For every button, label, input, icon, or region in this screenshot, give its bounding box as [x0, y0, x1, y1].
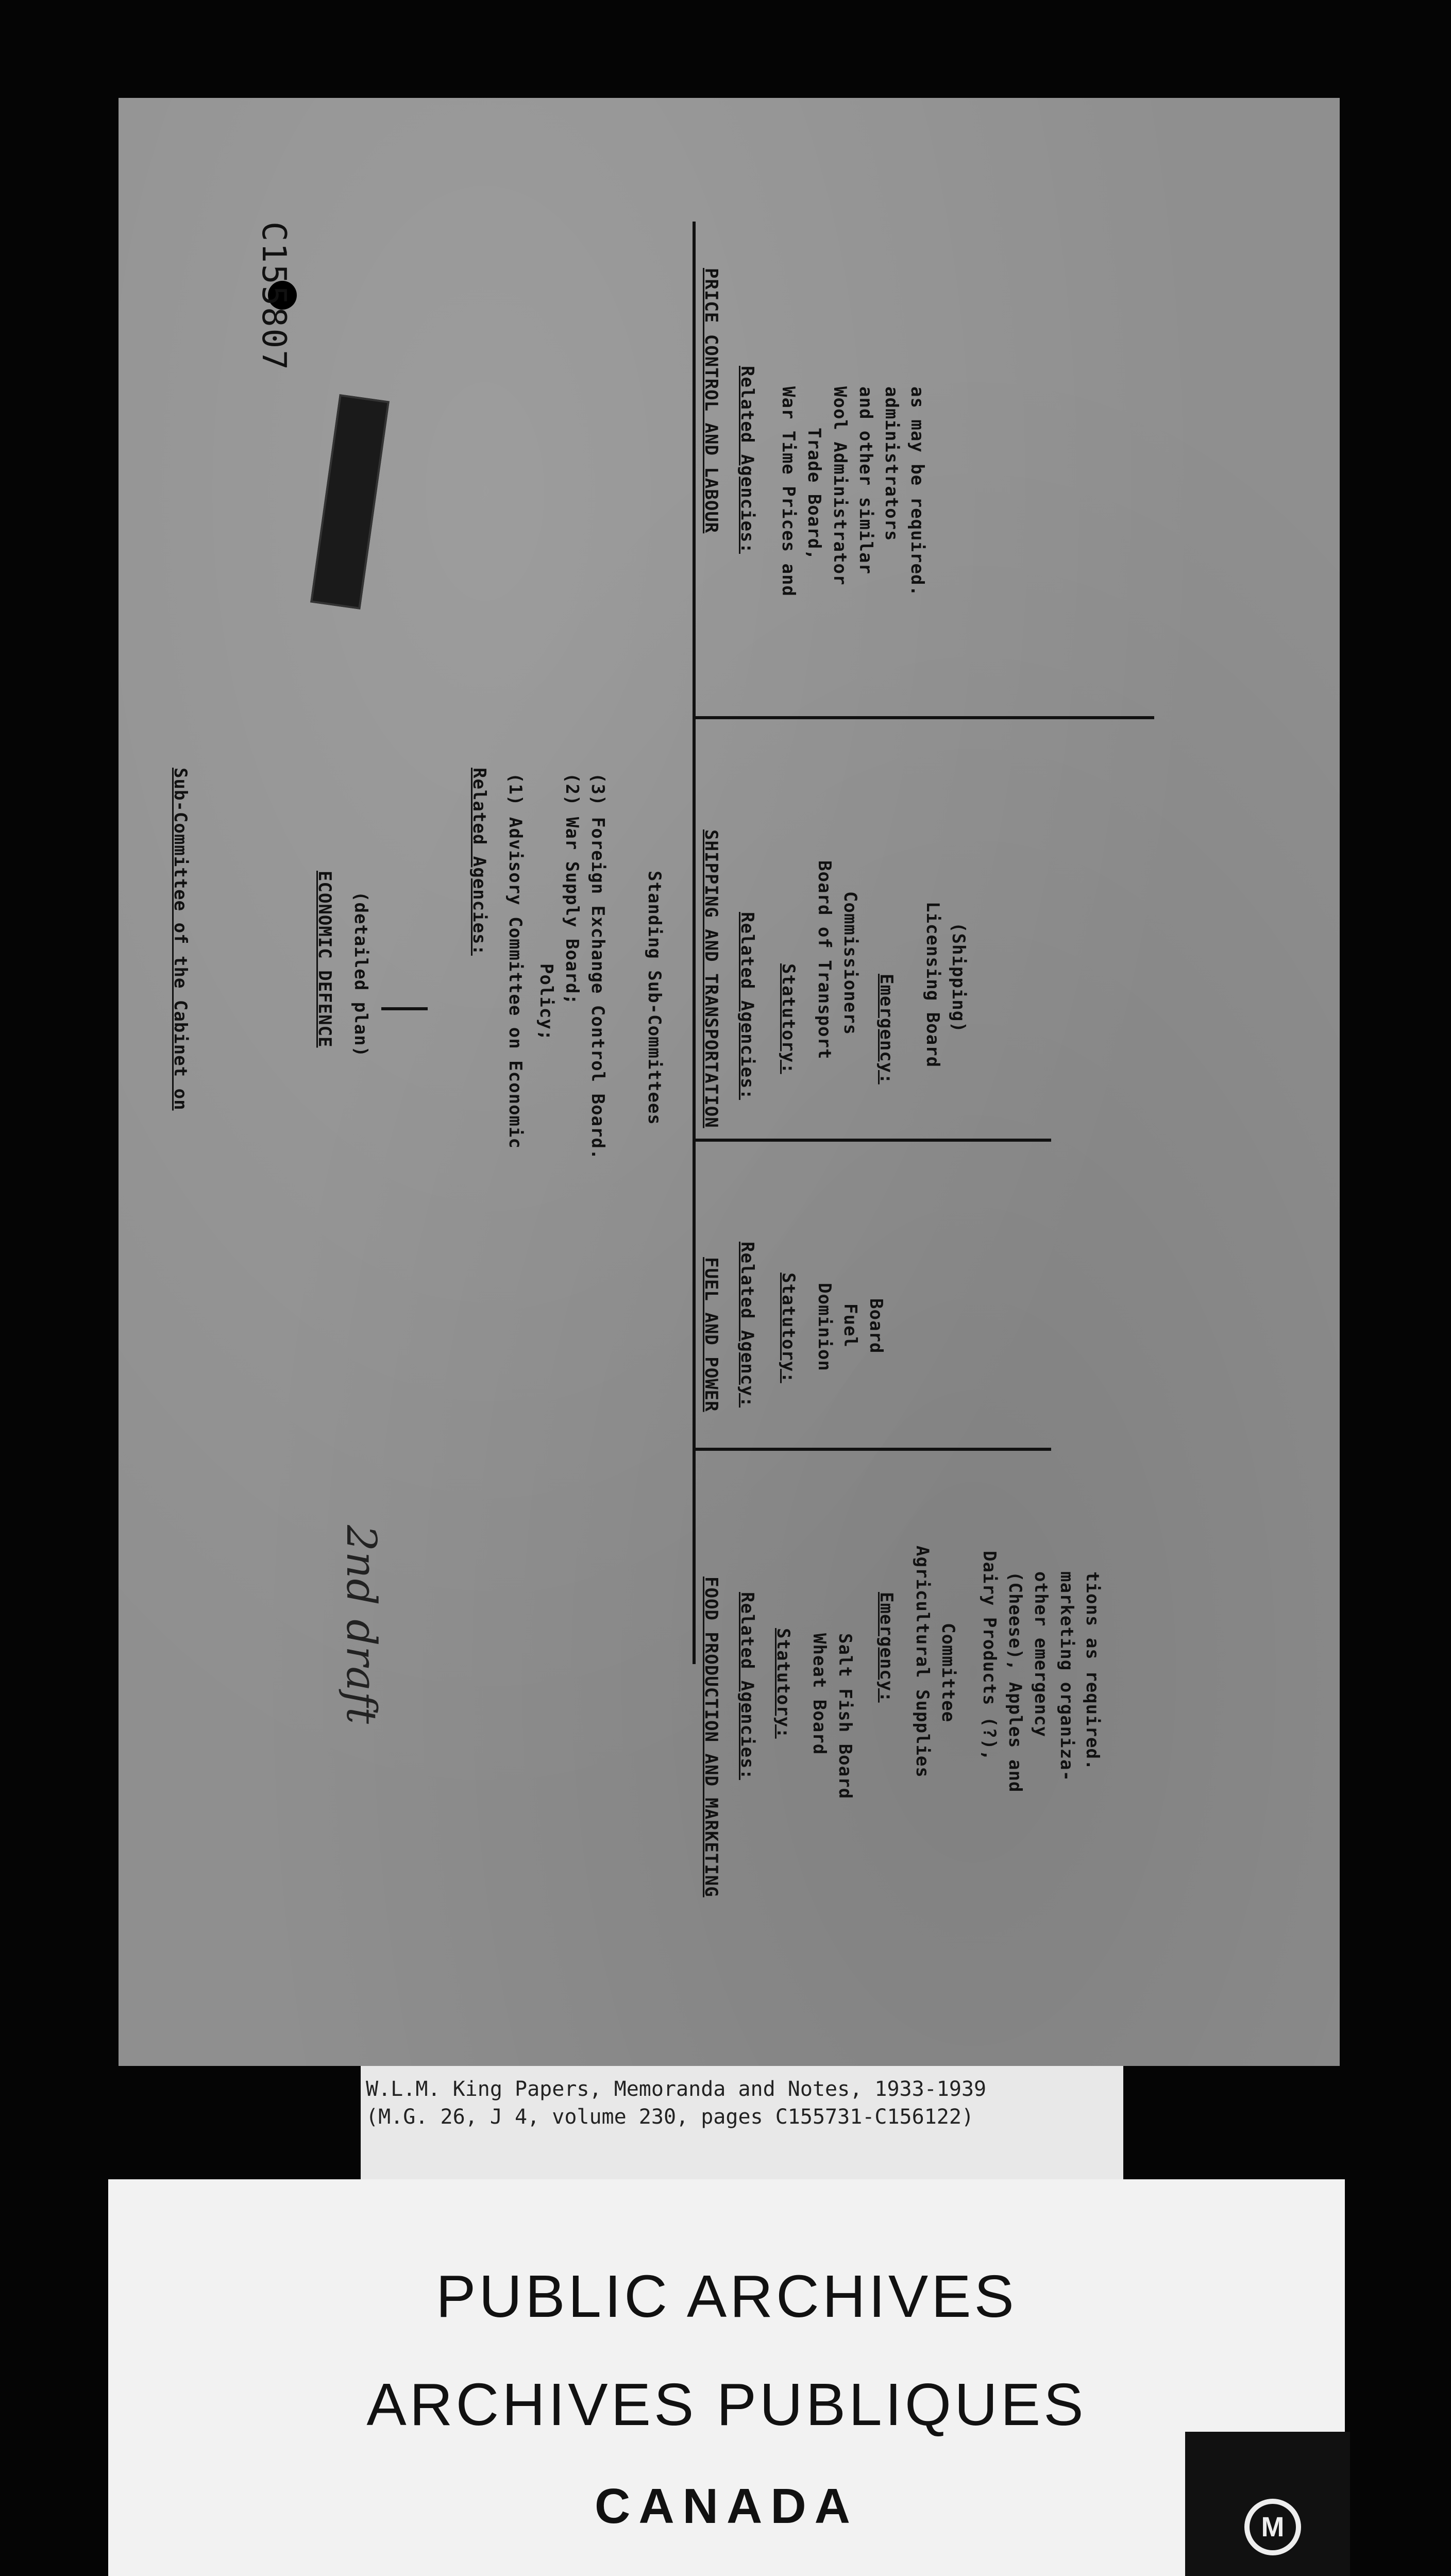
col-food-line-5: Committee	[938, 1623, 958, 1723]
separator-2	[696, 1139, 1051, 1142]
col-ship-line-2: Commissioners	[840, 891, 861, 1036]
col-price-heading: PRICE CONTROL AND LABOUR	[701, 268, 721, 534]
related-header: Related Agencies:	[469, 768, 490, 956]
col-food-line-0: Statutory:	[773, 1628, 794, 1739]
archives-logo-icon: M	[1244, 2499, 1301, 2555]
related-3: (3) Foreign Exchange Control Board.	[587, 773, 608, 1160]
col-food-related: Related Agencies:	[737, 1592, 757, 1780]
col-ship-heading: SHIPPING AND TRANSPORTATION	[701, 829, 721, 1128]
card-line-1: PUBLIC ARCHIVES	[436, 2263, 1017, 2330]
col-price-line-5: as may be required.	[907, 386, 927, 597]
col-ship-line-4: Licensing Board	[922, 902, 943, 1068]
col-ship-line-5: (Shipping)	[948, 922, 969, 1033]
col-price-line-3: and other similar	[855, 386, 876, 574]
related-2: (2) War Supply Board;	[562, 773, 582, 1005]
doc-subject: ECONOMIC DEFENCE	[314, 871, 335, 1048]
col-ship-line-1: Board of Transport	[814, 860, 835, 1060]
col-food-line-8: other emergency	[1031, 1571, 1051, 1738]
col-food-line-6: Dairy Products (?),	[979, 1551, 1000, 1761]
col-food-line-4: Agricultural Supplies	[912, 1546, 933, 1778]
col-food-line-2: Salt Fish Board	[835, 1633, 855, 1800]
col-food-line-7: (Cheese), Apples and	[1005, 1571, 1025, 1793]
col-price-line-4: administrators	[881, 386, 902, 541]
doc-title: Sub-Committee of the Cabinet on	[170, 768, 191, 1111]
col-ship-line-3: Emergency:	[876, 974, 897, 1084]
col-fuel-line-0: Statutory:	[778, 1273, 799, 1383]
col-food-line-1: Wheat Board	[809, 1633, 830, 1755]
document-sheet	[119, 98, 1340, 2066]
separator-1	[696, 1448, 1051, 1451]
title-connector	[381, 1007, 428, 1010]
rotated-content	[119, 98, 1340, 2066]
col-fuel-line-2: Fuel	[840, 1303, 861, 1348]
col-food-line-3: Emergency:	[876, 1592, 897, 1703]
archive-card	[108, 2179, 1345, 2576]
handwritten-note: 2nd draft	[338, 1525, 385, 1724]
col-fuel-line-1: Dominion	[814, 1283, 835, 1371]
reference-line-2: (M.G. 26, J 4, volume 230, pages C155731-C156122)	[366, 2105, 974, 2129]
card-line-2: ARCHIVES PUBLIQUES	[366, 2371, 1087, 2438]
col-ship-related: Related Agencies:	[737, 912, 757, 1100]
related-1: (1) Advisory Committee on Economic	[505, 773, 526, 1149]
reference-line-1: W.L.M. King Papers, Memoranda and Notes, 1933-1939	[366, 2077, 987, 2101]
related-1b: Policy;	[536, 963, 556, 1041]
col-price-line-2: Wool Administrator	[830, 386, 850, 586]
col-food-line-9: marketing organiza-	[1056, 1571, 1077, 1782]
card-line-3: CANADA	[595, 2479, 858, 2534]
col-price-line-1: Trade Board,	[804, 428, 824, 561]
separator-3	[696, 716, 1154, 719]
doc-number: C155807	[255, 222, 293, 371]
col-food-line-10: tions as required.	[1082, 1571, 1103, 1771]
col-fuel-heading: FUEL AND POWER	[701, 1257, 721, 1412]
col-fuel-related: Related Agency:	[737, 1242, 757, 1408]
doc-plan: (detailed plan)	[350, 891, 371, 1058]
col-price-related: Related Agencies:	[737, 366, 757, 554]
col-price-line-0: War Time Prices and	[778, 386, 799, 597]
reference-strip	[361, 2066, 1123, 2184]
col-fuel-line-3: Board	[866, 1298, 886, 1354]
col-food-heading: FOOD PRODUCTION AND MARKETING	[701, 1577, 721, 1897]
standing-label: Standing Sub-Committees	[644, 871, 665, 1125]
col-ship-line-0: Statutory:	[778, 963, 799, 1074]
